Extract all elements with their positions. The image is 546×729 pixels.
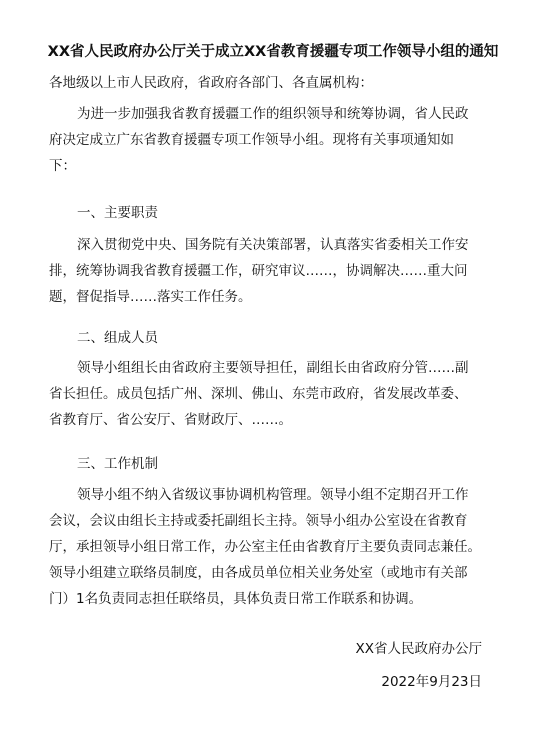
- section-heading-mechanism: 三、工作机制: [77, 456, 158, 472]
- intro-line: 下：: [49, 158, 76, 174]
- document-title: XX省人民政府办公厅关于成立XX省教育援疆专项工作领导小组的通知: [47, 44, 499, 60]
- intro-paragraph: [49, 101, 497, 179]
- intro-line: 为进一步加强我省教育援疆工作的组织领导和统筹协调，省人民政: [77, 106, 469, 122]
- body-line: 领导小组不纳入省级议事协调机构管理。领导小组不定期召开工作: [77, 487, 469, 503]
- body-line: 题，督促指导……落实工作任务。: [49, 289, 252, 305]
- body-line: 省教育厅、省公安厅、省财政厅、……。: [49, 412, 292, 428]
- signature-date: 2022年9月23日: [381, 674, 482, 690]
- body-line: 深入贯彻党中央、国务院有关决策部署，认真落实省委相关工作安: [77, 237, 469, 253]
- addressee: 各地级以上市人民政府，省政府各部门、各直属机构：: [49, 75, 373, 91]
- section-body-duties: [49, 232, 497, 310]
- body-line: 领导小组组长由省政府主要领导担任，副组长由省政府分管……副: [77, 360, 469, 376]
- body-line: 厅，承担领导小组日常工作，办公室主任由省教育厅主要负责同志兼任。: [49, 539, 481, 555]
- section-heading-members: 二、组成人员: [77, 330, 158, 346]
- signature-office: XX省人民政府办公厅: [355, 641, 482, 657]
- body-line: 门）1名负责同志担任联络员，具体负责日常工作联系和协调。: [49, 591, 423, 607]
- intro-line: 府决定成立广东省教育援疆专项工作领导小组。现将有关事项通知如: [49, 132, 454, 148]
- body-line: 会议，会议由组长主持或委托副组长主持。领导小组办公室设在省教育: [49, 513, 468, 529]
- section-body-members: [49, 355, 497, 433]
- body-line: 排，统筹协调我省教育援疆工作，研究审议……，协调解决……重大问: [49, 263, 468, 279]
- section-heading-duties: 一、主要职责: [77, 205, 158, 221]
- section-body-mechanism: [49, 482, 497, 612]
- body-line: 省长担任。成员包括广州、深圳、佛山、东莞市政府，省发展改革委、: [49, 386, 468, 402]
- body-line: 领导小组建立联络员制度，由各成员单位相关业务处室（或地市有关部: [49, 565, 468, 581]
